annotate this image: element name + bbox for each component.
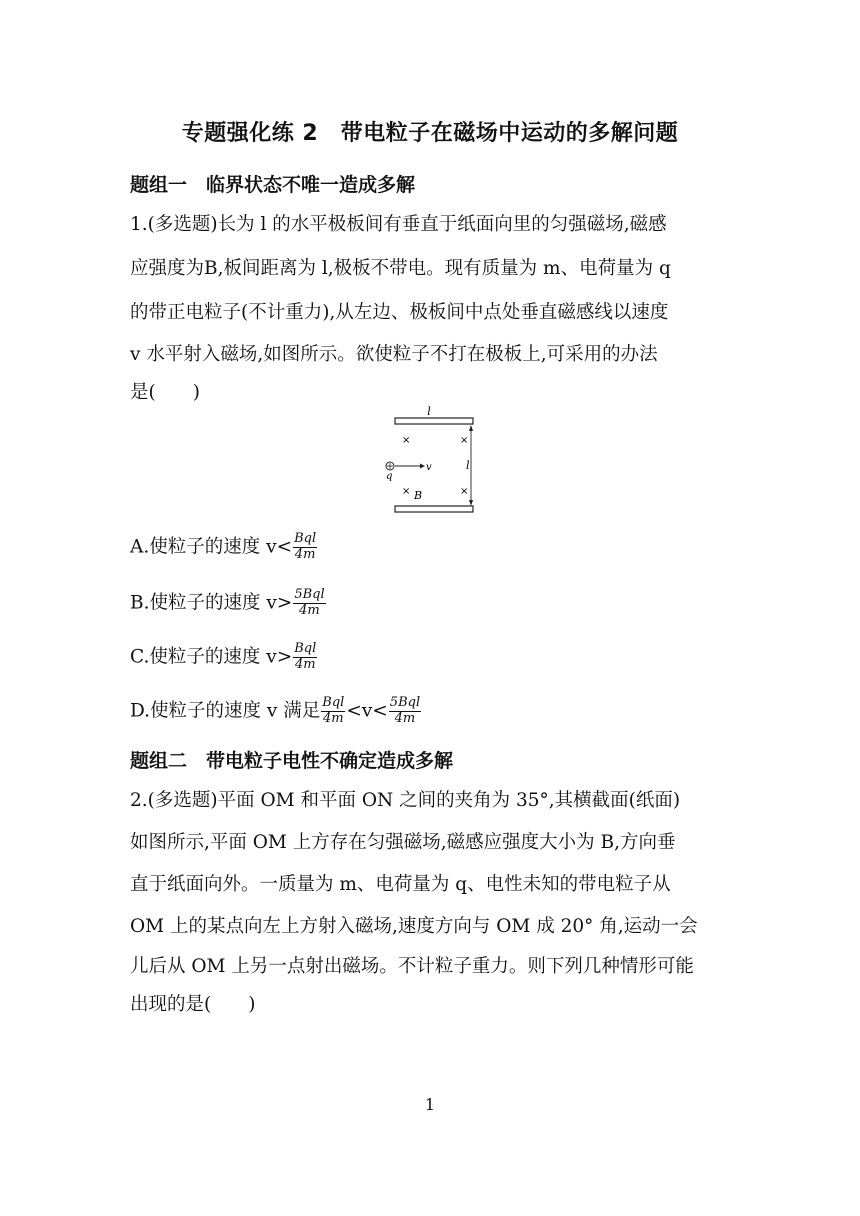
option-d-fraction-2: $\frac{\text{5Bql}}{4m}$ <box>389 695 421 726</box>
q1-line-3: 的带正电粒子(不计重力),从左边、极板间中点处垂直磁感线以速度 <box>130 302 669 323</box>
cross-icon: × <box>402 435 411 446</box>
cross-icon: × <box>460 435 469 446</box>
bottom-plate <box>395 506 473 512</box>
label-side-l: l <box>466 459 470 472</box>
section-heading-group2: 题组二 带电粒子电性不确定造成多解 <box>130 750 454 772</box>
section-heading-group1: 题组一 临界状态不唯一造成多解 <box>130 174 416 196</box>
label-q: q <box>386 471 393 482</box>
option-c-fraction: $\frac{\text{Bql}}{4m}$ <box>294 641 317 672</box>
q1-line-2: 应强度为B,板间距离为 l,极板不带电。现有质量为 m、电荷量为 q <box>130 258 671 279</box>
page-title: 专题强化练 2 带电粒子在磁场中运动的多解问题 <box>181 121 679 146</box>
option-d-mid: <v< <box>346 700 388 722</box>
option-b-text: B.使粒子的速度 v> <box>130 592 293 614</box>
q2-line-1: 2.(多选题)平面 OM 和平面 ON 之间的夹角为 35°,其横截面(纸面) <box>130 790 681 811</box>
q2-line-6: 出现的是( ) <box>130 994 256 1015</box>
q2-line-3: 直于纸面向外。一质量为 m、电荷量为 q、电性未知的带电粒子从 <box>130 874 671 895</box>
option-c-text: C.使粒子的速度 v> <box>130 646 293 668</box>
option-a <box>130 532 318 563</box>
cross-icon: × <box>460 486 469 497</box>
option-d-fraction-1: $\frac{\text{Bql}}{4m}$ <box>322 695 345 726</box>
option-d <box>130 696 422 727</box>
cross-icon: × <box>402 486 411 497</box>
option-d-text: D.使粒子的速度 v 满足 <box>130 700 321 722</box>
q2-line-2: 如图所示,平面 OM 上方存在匀强磁场,磁感应强度大小为 B,方向垂 <box>130 832 676 853</box>
option-a-fraction: $\frac{\text{Bql}}{4m}$ <box>294 531 317 562</box>
q2-line-5: 儿后从 OM 上另一点射出磁场。不计粒子重力。则下列几种情形可能 <box>130 956 694 977</box>
q1-line-4: v 水平射入磁场,如图所示。欲使粒子不打在极板上,可采用的办法 <box>130 344 658 365</box>
page-number: 1 <box>424 1095 436 1114</box>
label-top-l: l <box>427 405 431 418</box>
option-c <box>130 642 318 673</box>
option-b <box>130 588 327 619</box>
label-B: B <box>414 489 423 502</box>
top-plate <box>395 418 473 424</box>
plates-figure <box>380 405 490 521</box>
label-v: v <box>426 462 432 473</box>
option-b-fraction: $\frac{\text{5Bql}}{4m}$ <box>294 587 325 618</box>
option-a-text: A.使粒子的速度 v< <box>130 536 293 558</box>
q2-line-4: OM 上的某点向左上方射入磁场,速度方向与 OM 成 20° 角,运动一会 <box>130 916 698 937</box>
q1-line-1: 1.(多选题)长为 l 的水平极板间有垂直于纸面向里的匀强磁场,磁感 <box>130 214 667 235</box>
q1-line-5: 是( ) <box>130 382 200 403</box>
